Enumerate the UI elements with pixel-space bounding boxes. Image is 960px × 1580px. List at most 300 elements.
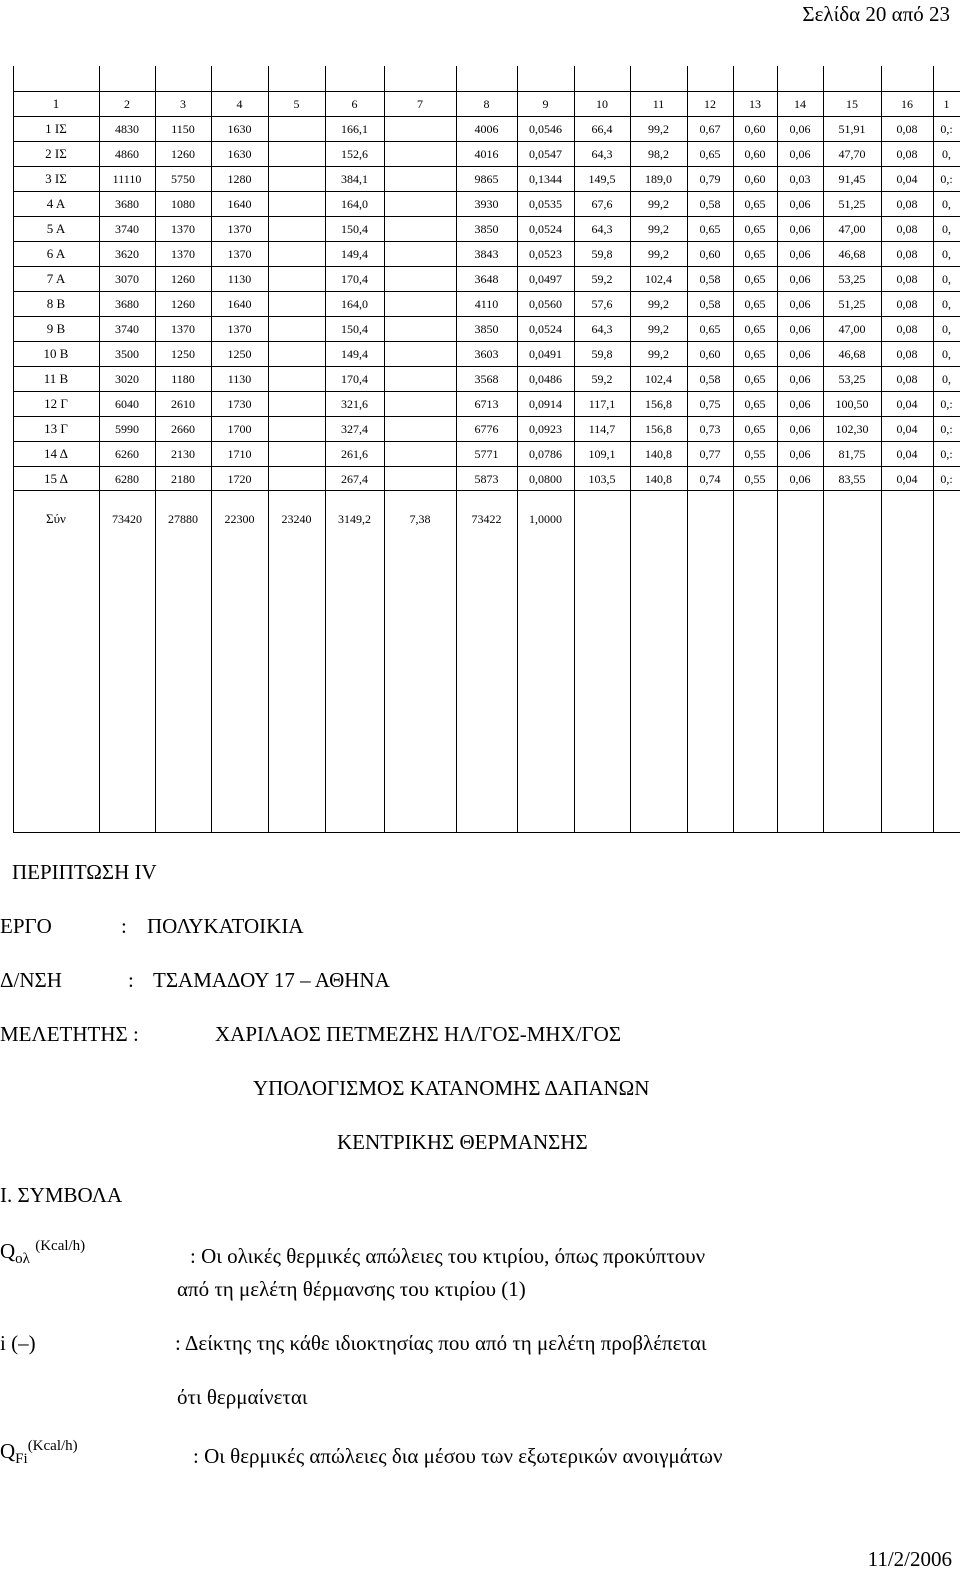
table-cell: 98,2 (648, 147, 669, 161)
table-cell: 64,3 (591, 147, 613, 161)
table-cell (384, 217, 456, 241)
table-cell: 261,6 (341, 447, 368, 461)
table-cell: 0,58 (699, 372, 721, 386)
table-cell (384, 192, 456, 216)
table-cell: 13 (749, 97, 761, 111)
table-cell: 1180 (171, 372, 195, 386)
table-cell: 6040 (115, 397, 139, 411)
table-cell: 2610 (171, 397, 195, 411)
table-cell: 9 (542, 97, 549, 111)
table-cell: 1 IΣ (45, 121, 67, 136)
table-cell (384, 442, 456, 466)
table-cell: 0,: (940, 122, 953, 136)
table-cell: 0,08 (896, 197, 918, 211)
table-cell: 4 (236, 97, 243, 111)
table-cell: 3930 (474, 197, 499, 211)
table-cell: 5771 (474, 447, 499, 461)
table-cell: 0,58 (699, 272, 721, 286)
table-cell: 6 (351, 97, 358, 111)
table-cell (268, 117, 325, 141)
table-cell: 0,: (940, 422, 953, 436)
table-cell: 91,45 (838, 172, 866, 186)
table-cell: 149,5 (588, 172, 616, 186)
table-cell: 1370 (171, 247, 195, 261)
column-divider (211, 66, 212, 833)
table-cell: 5 (293, 97, 300, 111)
table-cell: 1630 (227, 147, 252, 161)
symbol-q-total-desc-2: από τη μελέτη θέρμανσης του κτιρίου (1) (177, 1277, 526, 1301)
table-cell: 73422 (471, 512, 502, 526)
table-cell: 1370 (171, 322, 195, 336)
table-cell: 15 (846, 97, 858, 111)
table-cell: 0,67 (699, 122, 721, 136)
table-cell: 327,4 (341, 422, 368, 436)
column-divider (268, 66, 269, 833)
table-cell: 0, (942, 322, 951, 336)
table-cell: 1130 (227, 372, 252, 386)
table-cell: 64,3 (591, 322, 613, 336)
table-cell (384, 292, 456, 316)
table-cell: 3020 (115, 372, 139, 386)
table-cell: 4860 (115, 147, 139, 161)
table-cell: 0, (942, 372, 951, 386)
table-cell: 0,04 (896, 397, 918, 411)
table-cell: 102,4 (645, 372, 672, 386)
symbol-i-desc-1: : Δείκτης της κάθε ιδιοκτησίας που από τη μελέτη προβλέπεται (175, 1331, 707, 1355)
table-cell: 6776 (474, 422, 499, 436)
table-cell (630, 507, 687, 531)
table-cell: 0,08 (896, 272, 918, 286)
table-cell (268, 417, 325, 441)
table-cell: 0,65 (744, 222, 766, 236)
address-colon: : (128, 968, 134, 992)
case-title: ΠΕΡΙΠΤΩΣΗ IV (12, 860, 157, 884)
column-divider (99, 66, 100, 833)
symbol-subscript: ολ (15, 1251, 30, 1268)
table-cell (933, 507, 960, 531)
table-cell: 66,4 (591, 122, 613, 136)
table-cell: 5990 (115, 422, 139, 436)
column-divider (325, 66, 326, 833)
table-cell: 0,04 (896, 472, 918, 486)
column-divider (574, 66, 575, 833)
table-cell: 0,0486 (529, 372, 562, 386)
table-cell: 7 A (46, 271, 66, 286)
table-cell: 6713 (474, 397, 499, 411)
table-cell: 0, (942, 272, 951, 286)
table-cell: 140,8 (645, 472, 672, 486)
table-cell (268, 392, 325, 416)
table-cell: 0,04 (896, 447, 918, 461)
table-cell (823, 507, 881, 531)
table-cell: 0,: (940, 397, 953, 411)
table-cell: 0,58 (699, 197, 721, 211)
table-cell: 7,38 (409, 512, 431, 526)
table-cell: 1370 (171, 222, 195, 236)
table-cell: 3843 (474, 247, 499, 261)
table-cell: 2130 (171, 447, 195, 461)
table-cell: 0,65 (744, 297, 766, 311)
table-cell: 189,0 (645, 172, 672, 186)
table-cell: 5 A (46, 221, 66, 236)
table-cell: 0,74 (699, 472, 721, 486)
table-cell: 6 A (46, 246, 66, 261)
table-cell: 0,04 (896, 172, 918, 186)
table-cell: 3620 (115, 247, 139, 261)
table-cell: Σύν (46, 511, 66, 526)
column-divider (687, 66, 688, 833)
table-cell: 3680 (115, 297, 139, 311)
table-cell: 3850 (474, 322, 499, 336)
table-cell: 99,2 (648, 222, 669, 236)
table-cell (384, 142, 456, 166)
table-cell: 0,0546 (529, 122, 562, 136)
table-cell: 1730 (227, 397, 252, 411)
table-cell (384, 467, 456, 491)
table-cell: 0,06 (789, 197, 811, 211)
table-cell (268, 317, 325, 341)
table-cell: 6280 (115, 472, 139, 486)
table-cell: 0,08 (896, 322, 918, 336)
table-cell: 9865 (474, 172, 499, 186)
table-cell: 150,4 (341, 322, 368, 336)
table-cell: 5873 (474, 472, 499, 486)
symbols-title: Ι. ΣΥΜΒΟΛΑ (0, 1183, 123, 1207)
table-cell: 0,0786 (529, 447, 562, 461)
table-cell: 321,6 (341, 397, 368, 411)
table-cell: 81,75 (838, 447, 866, 461)
table-cell: 0, (942, 247, 951, 261)
table-cell: 150,4 (341, 222, 368, 236)
table-cell (268, 467, 325, 491)
table-cell: 1700 (227, 422, 252, 436)
column-divider (384, 66, 385, 833)
table-cell: 0,65 (699, 147, 721, 161)
table-cell: 3 (180, 97, 186, 111)
table-cell: 0,06 (789, 397, 811, 411)
table-cell: 0,06 (789, 272, 811, 286)
table-cell: 0,06 (789, 147, 811, 161)
table-cell: 10 B (43, 346, 69, 361)
table-cell: 1370 (227, 247, 252, 261)
table-cell: 0,06 (789, 447, 811, 461)
table-cell: 140,8 (645, 447, 672, 461)
address-label: Δ/ΝΣΗ (0, 968, 62, 992)
table-cell: 4016 (474, 147, 499, 161)
table-cell: 16 (901, 97, 913, 111)
table-cell: 0,: (940, 172, 953, 186)
column-divider (823, 66, 824, 833)
table-cell (268, 267, 325, 291)
table-cell: 51,25 (838, 197, 866, 211)
table-cell: 0,08 (896, 222, 918, 236)
table-cell: 3568 (474, 372, 499, 386)
table-cell: 166,1 (341, 122, 368, 136)
table-cell: 0,60 (699, 347, 721, 361)
table-cell: 0, (942, 297, 951, 311)
table-cell (384, 417, 456, 441)
table-cell (384, 317, 456, 341)
table-cell: 0,0560 (529, 297, 562, 311)
table-cell: 27880 (168, 512, 198, 526)
page-header: Σελίδα 20 από 23 (802, 2, 950, 26)
table-cell: 0,0523 (529, 247, 562, 261)
table-cell: 99,2 (648, 122, 669, 136)
table-cell: 67,6 (591, 197, 613, 211)
column-divider (13, 66, 14, 833)
table-cell: 0,65 (744, 197, 766, 211)
table-cell: 0,06 (789, 347, 811, 361)
table-cell: 0,: (940, 472, 953, 486)
table-cell: 3850 (474, 222, 499, 236)
table-cell (384, 117, 456, 141)
table-cell (881, 507, 933, 531)
table-cell: 47,00 (838, 322, 866, 336)
table-cell: 0,06 (789, 222, 811, 236)
table-cell: 0,75 (699, 397, 721, 411)
table-cell: 15 Δ (44, 471, 68, 486)
column-divider (933, 66, 934, 833)
table-cell: 1080 (171, 197, 195, 211)
symbol-base: Q (0, 1239, 16, 1263)
table-cell: 0,08 (896, 372, 918, 386)
table-cell: 0,60 (744, 122, 766, 136)
footer-date: 11/2/2006 (867, 1547, 952, 1571)
table-cell: 11110 (112, 172, 142, 186)
table-cell: 0,08 (896, 297, 918, 311)
table-cell: 14 (794, 97, 806, 111)
table-cell: 0,60 (744, 147, 766, 161)
table-cell (777, 507, 823, 531)
table-cell: 0,55 (744, 447, 766, 461)
cost-distribution-table (13, 66, 960, 833)
table-cell: 0,60 (744, 172, 766, 186)
address-value: ΤΣΑΜΑΔΟΥ 17 – ΑΘΗΝΑ (153, 968, 390, 992)
table-cell: 0,0914 (529, 397, 562, 411)
table-cell: 1250 (171, 347, 195, 361)
table-cell: 0,58 (699, 297, 721, 311)
symbol-unit: (Kcal/h) (27, 1438, 78, 1454)
table-cell: 1630 (227, 122, 252, 136)
table-cell: 0,65 (699, 222, 721, 236)
column-divider (733, 66, 734, 833)
table-cell: 59,2 (591, 272, 613, 286)
table-cell: 2 (124, 97, 130, 111)
table-cell: 1 (943, 97, 950, 111)
table-cell (268, 292, 325, 316)
table-cell: 3648 (474, 272, 499, 286)
project-value: ΠΟΛΥΚΑΤΟΙΚΙΑ (147, 914, 304, 938)
table-cell: 102,30 (835, 422, 869, 436)
table-cell: 59,2 (591, 372, 613, 386)
table-cell: 1 (52, 96, 60, 111)
symbol-subscript: Fi (15, 1451, 28, 1468)
table-cell: 57,6 (591, 297, 613, 311)
table-cell: 0,65 (744, 322, 766, 336)
table-cell: 12 Γ (44, 396, 68, 411)
table-cell: 156,8 (645, 422, 672, 436)
calc-title-line-1: ΥΠΟΛΟΓΙΣΜΟΣ ΚΑΤΑΝΟΜΗΣ ΔΑΠΑΝΩΝ (253, 1076, 650, 1100)
symbol-base: Q (0, 1439, 16, 1463)
table-cell: 4830 (115, 122, 139, 136)
table-cell: 0,1344 (529, 172, 562, 186)
table-cell: 23240 (281, 512, 312, 526)
table-cell: 103,5 (588, 472, 616, 486)
table-cell (268, 192, 325, 216)
symbol-q-fi (0, 1438, 78, 1468)
table-cell (384, 342, 456, 366)
table-cell: 4 A (46, 196, 66, 211)
table-cell: 1130 (227, 272, 252, 286)
table-cell: 1150 (171, 122, 195, 136)
table-cell: 0, (942, 197, 951, 211)
table-cell: 8 B (46, 296, 66, 311)
table-cell: 59,8 (591, 347, 613, 361)
table-cell: 0,0800 (529, 472, 562, 486)
table-cell: 12 (704, 97, 716, 111)
table-cell (268, 442, 325, 466)
symbol-q-fi-desc: : Οι θερμικές απώλειες δια μέσου των εξωτερικών ανοιγμάτων (193, 1444, 723, 1468)
table-cell: 6260 (115, 447, 139, 461)
table-cell: 164,0 (341, 297, 368, 311)
symbol-q-total-desc-1: : Οι ολικές θερμικές απώλειες του κτιρίου, όπως προκύπτουν (190, 1244, 706, 1268)
table-cell: 7 (417, 97, 423, 111)
table-cell: 0,65 (744, 272, 766, 286)
table-cell: 1720 (227, 472, 252, 486)
table-cell: 0,60 (699, 247, 721, 261)
table-cell: 1640 (227, 297, 252, 311)
table-cell: 0,0535 (529, 197, 562, 211)
table-cell (268, 217, 325, 241)
table-cell: 83,55 (838, 472, 866, 486)
table-cell: 3070 (115, 272, 139, 286)
table-cell: 3149,2 (338, 512, 371, 526)
table-cell: 47,00 (838, 222, 866, 236)
table-cell: 1250 (227, 347, 252, 361)
table-cell: 99,2 (648, 247, 669, 261)
table-cell: 149,4 (341, 347, 368, 361)
column-divider (456, 66, 457, 833)
table-cell: 0,08 (896, 347, 918, 361)
table-cell: 99,2 (648, 347, 669, 361)
table-cell: 149,4 (341, 247, 368, 261)
table-cell: 3500 (115, 347, 139, 361)
table-cell: 0,65 (744, 422, 766, 436)
table-cell: 0,0524 (529, 322, 562, 336)
project-label: ΕΡΓΟ (0, 914, 52, 938)
table-cell (268, 367, 325, 391)
table-cell: 11 B (43, 371, 69, 386)
table-cell: 0,04 (896, 422, 918, 436)
table-cell: 4110 (474, 297, 499, 311)
table-cell (268, 342, 325, 366)
table-cell (268, 242, 325, 266)
table-cell: 0,0547 (529, 147, 562, 161)
table-cell (384, 167, 456, 191)
table-cell: 0,55 (744, 472, 766, 486)
table-cell: 4006 (474, 122, 499, 136)
table-cell: 0,06 (789, 247, 811, 261)
table-cell: 0, (942, 347, 951, 361)
table-cell: 99,2 (648, 297, 669, 311)
table-cell: 0,08 (896, 122, 918, 136)
table-cell: 0,0497 (529, 272, 562, 286)
table-cell: 1710 (227, 447, 252, 461)
column-divider (517, 66, 518, 833)
table-cell: 99,2 (648, 197, 669, 211)
table-cell: 114,7 (588, 422, 616, 436)
table-cell: 0,73 (699, 422, 721, 436)
table-cell: 1370 (227, 222, 252, 236)
table-cell: 0,0524 (529, 222, 562, 236)
table-cell: 59,8 (591, 247, 613, 261)
table-cell: 10 (596, 97, 608, 111)
table-cell: 0,06 (789, 422, 811, 436)
table-cell: 384,1 (341, 172, 368, 186)
table-cell: 73420 (112, 512, 142, 526)
table-cell: 0,65 (744, 372, 766, 386)
table-cell: 0,06 (789, 297, 811, 311)
column-divider (881, 66, 882, 833)
table-cell: 1260 (171, 272, 195, 286)
table-cell (574, 507, 630, 531)
table-cell: 22300 (224, 512, 255, 526)
table-cell: 0,0923 (529, 422, 562, 436)
table-cell: 53,25 (838, 272, 866, 286)
table-cell: 3603 (474, 347, 499, 361)
table-cell: 2180 (171, 472, 195, 486)
table-cell: 102,4 (645, 272, 672, 286)
table-cell: 46,68 (838, 347, 866, 361)
table-cell (733, 507, 777, 531)
table-cell: 0,06 (789, 472, 811, 486)
table-cell: 1640 (227, 197, 252, 211)
table-cell: 99,2 (648, 322, 669, 336)
table-cell: 0, (942, 147, 951, 161)
table-cell: 117,1 (588, 397, 616, 411)
table-cell: 1280 (227, 172, 252, 186)
table-cell: 1260 (171, 147, 195, 161)
table-cell: 0,65 (699, 322, 721, 336)
engineer-label: ΜΕΛΕΤΗΤΗΣ : (0, 1022, 139, 1046)
table-cell: 0,0491 (529, 347, 562, 361)
symbol-i: i (–) (0, 1331, 36, 1355)
table-cell: 0, (942, 222, 951, 236)
table-cell: 0,: (940, 447, 953, 461)
symbol-q-total (0, 1238, 85, 1268)
table-cell (268, 167, 325, 191)
table-cell: 152,6 (341, 147, 368, 161)
table-cell: 164,0 (341, 197, 368, 211)
table-bottom-border (13, 832, 960, 833)
table-cell: 0,65 (744, 347, 766, 361)
table-cell: 0,06 (789, 372, 811, 386)
table-cell: 0,65 (744, 247, 766, 261)
table-cell: 47,70 (838, 147, 866, 161)
table-cell (687, 507, 733, 531)
table-cell: 156,8 (645, 397, 672, 411)
table-cell: 53,25 (838, 372, 866, 386)
table-cell: 46,68 (838, 247, 866, 261)
table-cell: 0,79 (699, 172, 721, 186)
table-cell: 100,50 (835, 397, 869, 411)
table-cell: 9 B (46, 321, 66, 336)
table-cell: 5750 (171, 172, 195, 186)
table-cell: 0,08 (896, 147, 918, 161)
table-cell (384, 367, 456, 391)
table-cell: 3740 (115, 322, 139, 336)
table-cell (268, 142, 325, 166)
